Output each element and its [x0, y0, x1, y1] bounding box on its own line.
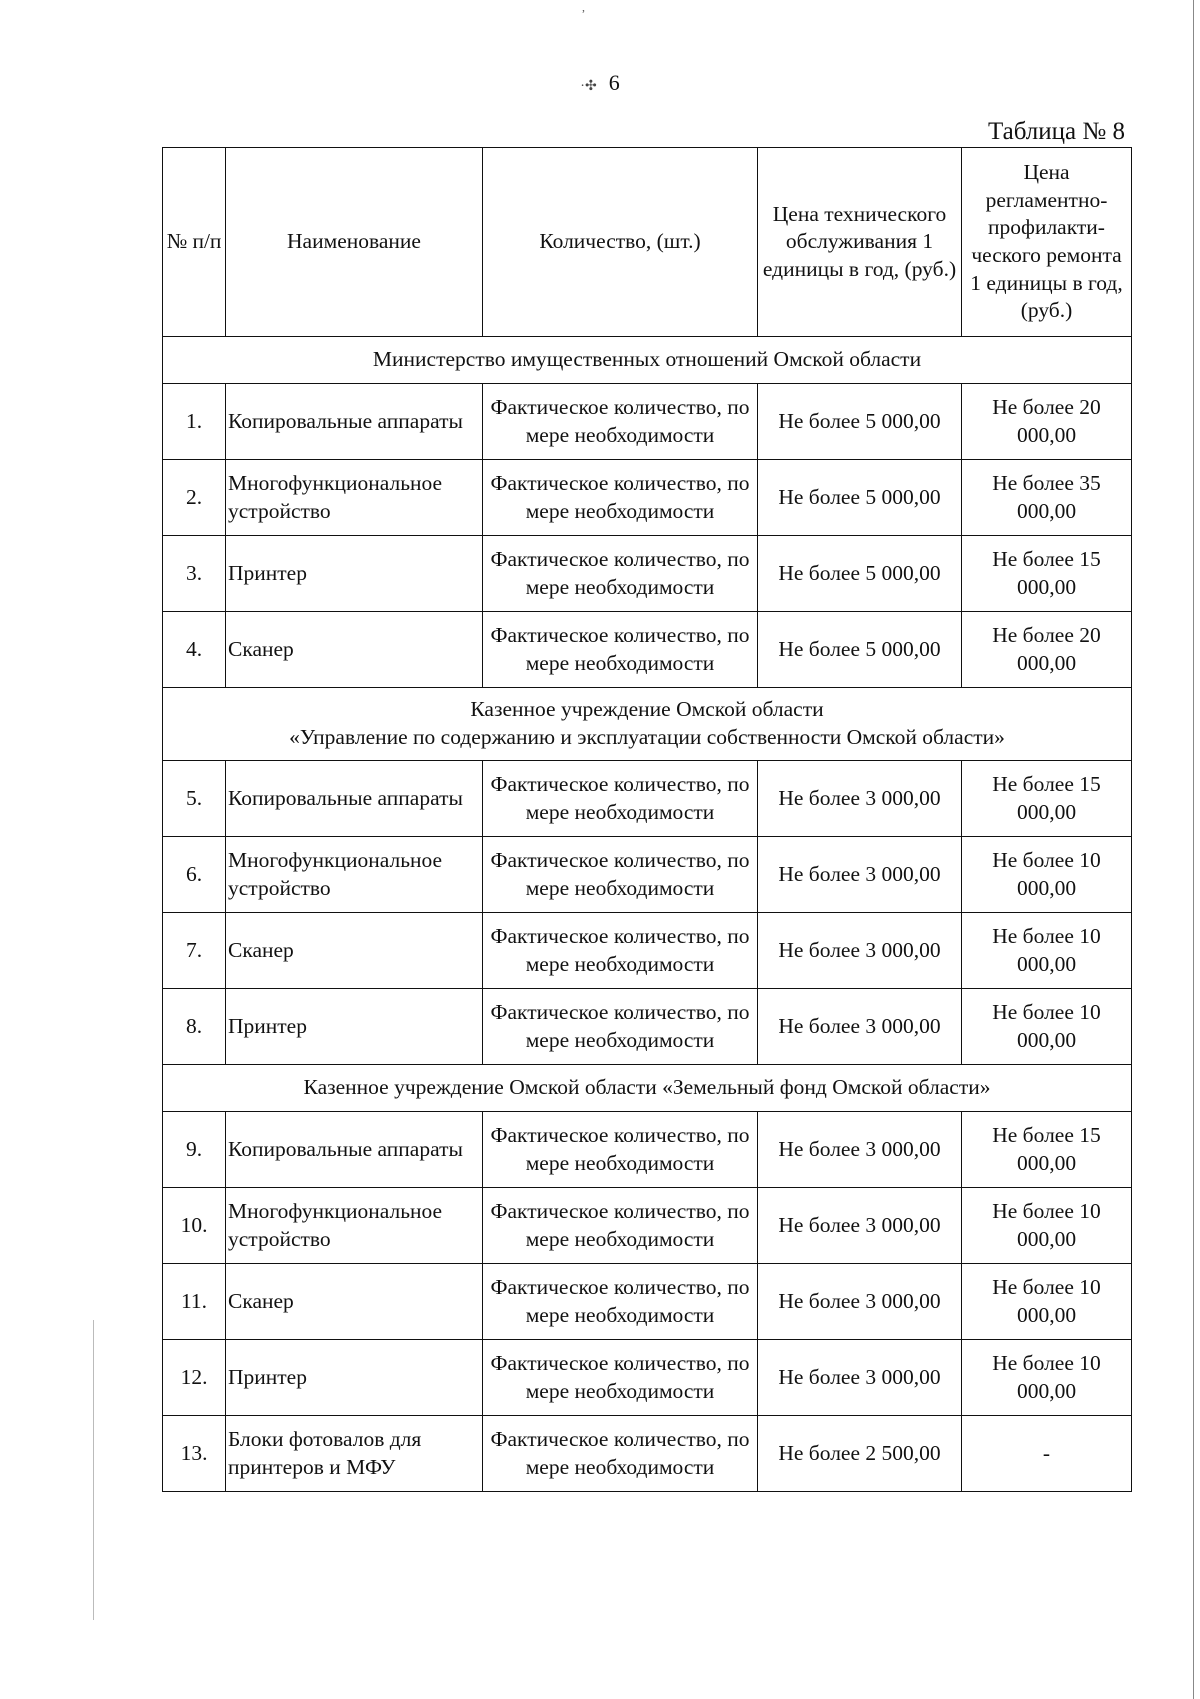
row-number: 4.: [163, 612, 226, 688]
section-title-line2: «Управление по содержанию и эксплуатации собственности Омской области»: [289, 725, 1005, 749]
row-quantity: Фактическое количество, по мере необходимости: [483, 384, 758, 460]
section-title: [163, 688, 1132, 761]
row-repair-price: Не более 35 000,00: [962, 460, 1132, 536]
row-maintenance-price: Не более 3 000,00: [758, 1112, 962, 1188]
row-maintenance-price: Не более 5 000,00: [758, 612, 962, 688]
row-quantity: Фактическое количество, по мере необходимости: [483, 1340, 758, 1416]
row-maintenance-price: Не более 2 500,00: [758, 1416, 962, 1492]
row-repair-price: Не более 15 000,00: [962, 536, 1132, 612]
row-number: 1.: [163, 384, 226, 460]
row-quantity: Фактическое количество, по мере необходимости: [483, 536, 758, 612]
row-number: 11.: [163, 1264, 226, 1340]
row-name: Многофункциональное устройство: [226, 460, 483, 536]
section-header-row: [163, 1065, 1132, 1112]
row-quantity: Фактическое количество, по мере необходимости: [483, 612, 758, 688]
section-title: Казенное учреждение Омской области «Земельный фонд Омской области»: [163, 1065, 1132, 1112]
row-name: Блоки фотовалов для принтеров и МФУ: [226, 1416, 483, 1492]
row-quantity: Фактическое количество, по мере необходимости: [483, 460, 758, 536]
scan-edge-line-left: [93, 1320, 94, 1620]
row-repair-price: Не более 10 000,00: [962, 1264, 1132, 1340]
row-name: Копировальные аппараты: [226, 1112, 483, 1188]
row-name: Копировальные аппараты: [226, 761, 483, 837]
row-repair-price: Не более 10 000,00: [962, 989, 1132, 1065]
table-row: [163, 612, 1132, 688]
table-row: [163, 536, 1132, 612]
row-maintenance-price: Не более 3 000,00: [758, 989, 962, 1065]
scan-artifact-mark: ,: [582, 0, 585, 14]
table-row: [163, 1340, 1132, 1416]
table-caption: Таблица № 8: [987, 118, 1125, 145]
table-header-row: [163, 148, 1132, 337]
table-row: [163, 384, 1132, 460]
table-body: [163, 337, 1132, 1492]
table-row: [163, 761, 1132, 837]
row-name: Принтер: [226, 1340, 483, 1416]
row-quantity: Фактическое количество, по мере необходимости: [483, 989, 758, 1065]
row-number: 6.: [163, 837, 226, 913]
row-quantity: Фактическое количество, по мере необходимости: [483, 1112, 758, 1188]
table-row: [163, 1416, 1132, 1492]
table-row: [163, 913, 1132, 989]
row-name: Принтер: [226, 989, 483, 1065]
row-quantity: Фактическое количество, по мере необходимости: [483, 761, 758, 837]
row-maintenance-price: Не более 3 000,00: [758, 837, 962, 913]
row-repair-price: Не более 10 000,00: [962, 1340, 1132, 1416]
row-maintenance-price: Не более 3 000,00: [758, 913, 962, 989]
row-maintenance-price: Не более 5 000,00: [758, 384, 962, 460]
row-name: Сканер: [226, 913, 483, 989]
table-row: [163, 460, 1132, 536]
row-number: 3.: [163, 536, 226, 612]
row-maintenance-price: Не более 3 000,00: [758, 1188, 962, 1264]
row-name: Сканер: [226, 1264, 483, 1340]
row-repair-price: Не более 20 000,00: [962, 612, 1132, 688]
row-repair-price: Не более 20 000,00: [962, 384, 1132, 460]
section-title: Министерство имущественных отношений Омской области: [163, 337, 1132, 384]
header-maintenance-price: Цена технического обслуживания 1 единицы в год, (руб.): [758, 148, 962, 337]
stamp-mark: ·✣: [580, 79, 597, 94]
header-repair-price: Цена регламентно-профилакти-ческого ремонта 1 единицы в год, (руб.): [962, 148, 1132, 337]
row-number: 2.: [163, 460, 226, 536]
row-repair-price: Не более 10 000,00: [962, 837, 1132, 913]
header-quantity: Количество, (шт.): [483, 148, 758, 337]
row-quantity: Фактическое количество, по мере необходимости: [483, 913, 758, 989]
row-quantity: Фактическое количество, по мере необходимости: [483, 1188, 758, 1264]
row-repair-price: Не более 10 000,00: [962, 913, 1132, 989]
page-number: [0, 70, 1200, 96]
row-repair-price: Не более 10 000,00: [962, 1188, 1132, 1264]
header-number: № п/п: [163, 148, 226, 337]
section-header-row: [163, 337, 1132, 384]
row-maintenance-price: Не более 3 000,00: [758, 1340, 962, 1416]
row-repair-price: Не более 15 000,00: [962, 1112, 1132, 1188]
row-maintenance-price: Не более 5 000,00: [758, 460, 962, 536]
row-name: Многофункциональное устройство: [226, 837, 483, 913]
row-number: 5.: [163, 761, 226, 837]
table-row: [163, 989, 1132, 1065]
row-name: Многофункциональное устройство: [226, 1188, 483, 1264]
row-number: 7.: [163, 913, 226, 989]
row-number: 13.: [163, 1416, 226, 1492]
row-quantity: Фактическое количество, по мере необходимости: [483, 837, 758, 913]
row-number: 9.: [163, 1112, 226, 1188]
section-title-line1: Казенное учреждение Омской области: [470, 697, 824, 722]
table-row: [163, 1188, 1132, 1264]
header-name: Наименование: [226, 148, 483, 337]
row-maintenance-price: Не более 3 000,00: [758, 761, 962, 837]
section-header-row: [163, 688, 1132, 761]
row-number: 12.: [163, 1340, 226, 1416]
row-name: Принтер: [226, 536, 483, 612]
row-repair-price: -: [962, 1416, 1132, 1492]
row-maintenance-price: Не более 3 000,00: [758, 1264, 962, 1340]
table-row: [163, 1264, 1132, 1340]
table-row: [163, 1112, 1132, 1188]
row-maintenance-price: Не более 5 000,00: [758, 536, 962, 612]
row-number: 8.: [163, 989, 226, 1065]
row-repair-price: Не более 15 000,00: [962, 761, 1132, 837]
row-name: Сканер: [226, 612, 483, 688]
page-number-text: 6: [608, 70, 620, 95]
row-name: Копировальные аппараты: [226, 384, 483, 460]
row-number: 10.: [163, 1188, 226, 1264]
row-quantity: Фактическое количество, по мере необходимости: [483, 1264, 758, 1340]
table-row: [163, 837, 1132, 913]
scan-edge-line: [1193, 0, 1194, 1699]
price-table: [162, 147, 1132, 1492]
row-quantity: Фактическое количество, по мере необходимости: [483, 1416, 758, 1492]
